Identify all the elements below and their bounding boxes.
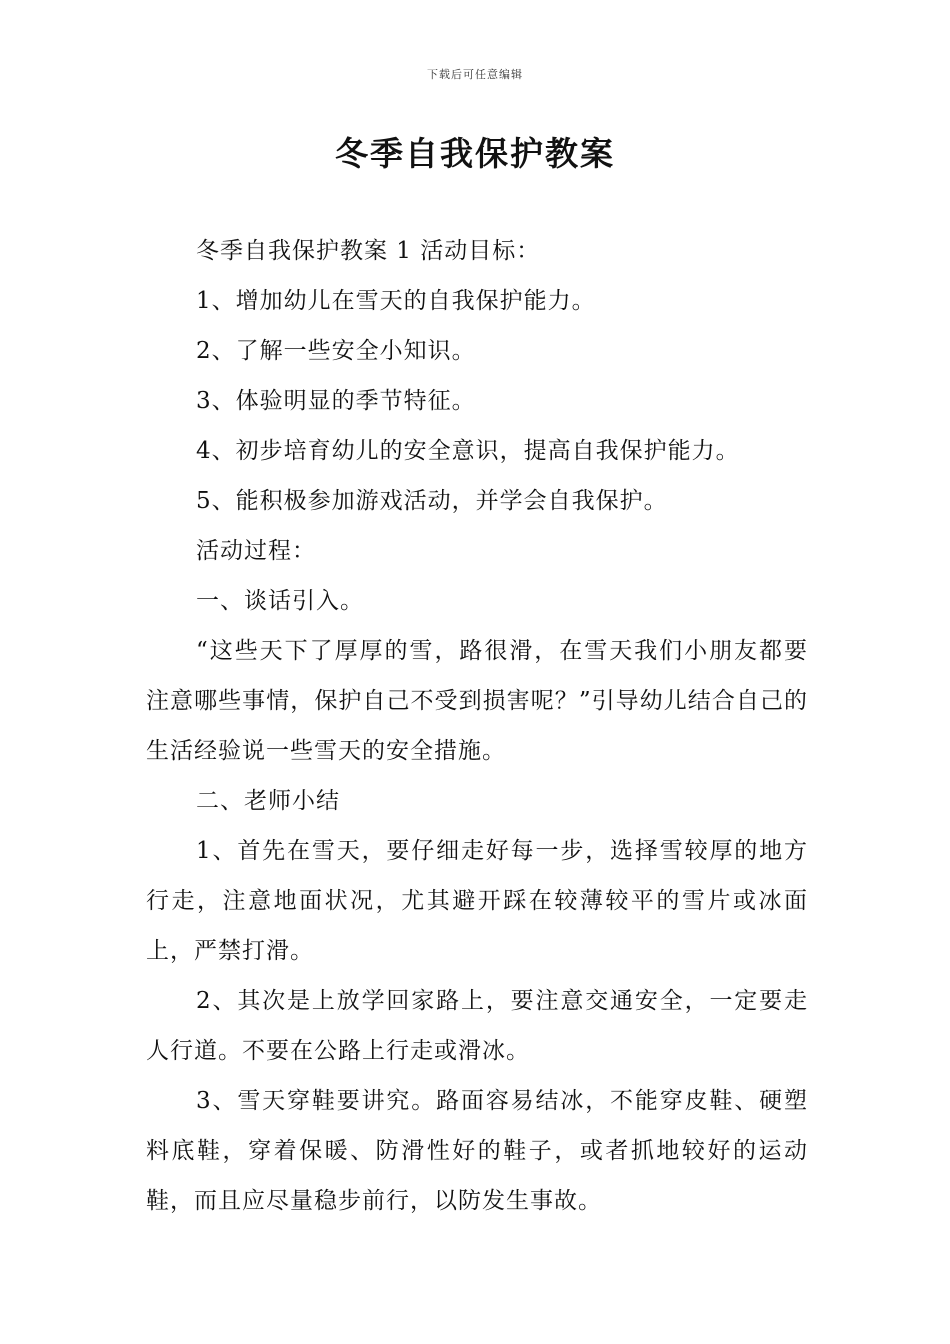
document-title: 冬季自我保护教案 (335, 134, 615, 173)
paragraph-objective-2: 2、了解一些安全小知识。 (196, 338, 476, 364)
paragraph-process-heading: 活动过程： (196, 538, 316, 564)
paragraph-objective-5: 5、能积极参加游戏活动，并学会自我保护。 (196, 488, 668, 514)
paragraph-objective-3: 3、体验明显的季节特征。 (196, 388, 476, 414)
document-body (146, 226, 808, 1226)
paragraph-section-1-heading: 一、谈话引入。 (196, 588, 364, 614)
paragraph-objectives-heading: 冬季自我保护教案 1 活动目标： (196, 238, 541, 264)
paragraph-objective-4: 4、初步培育幼儿的安全意识，提高自我保护能力。 (196, 438, 740, 464)
paragraph-summary-3: 3、雪天穿鞋要讲究。路面容易结冰，不能穿皮鞋、硬塑料底鞋，穿着保暖、防滑性好的鞋子，或者抓地较好的运动鞋，而且应尽量稳步前行，以防发生事故。 (146, 1088, 808, 1214)
paragraph-section-1-text: “这些天下了厚厚的雪，路很滑，在雪天我们小朋友都要注意哪些事情，保护自己不受到损害呢？”引导幼儿结合自己的生活经验说一些雪天的安全措施。 (146, 638, 808, 764)
paragraph-summary-2: 2、其次是上放学回家路上，要注意交通安全，一定要走人行道。不要在公路上行走或滑冰。 (146, 988, 808, 1064)
paragraph-section-2-heading: 二、老师小结 (196, 788, 340, 814)
paragraph-objective-1: 1、增加幼儿在雪天的自我保护能力。 (196, 288, 596, 314)
header-note: 下载后可任意编辑 (427, 68, 523, 81)
paragraph-summary-1: 1、首先在雪天，要仔细走好每一步，选择雪较厚的地方行走，注意地面状况，尤其避开踩在较薄较平的雪片或冰面上，严禁打滑。 (146, 838, 808, 964)
